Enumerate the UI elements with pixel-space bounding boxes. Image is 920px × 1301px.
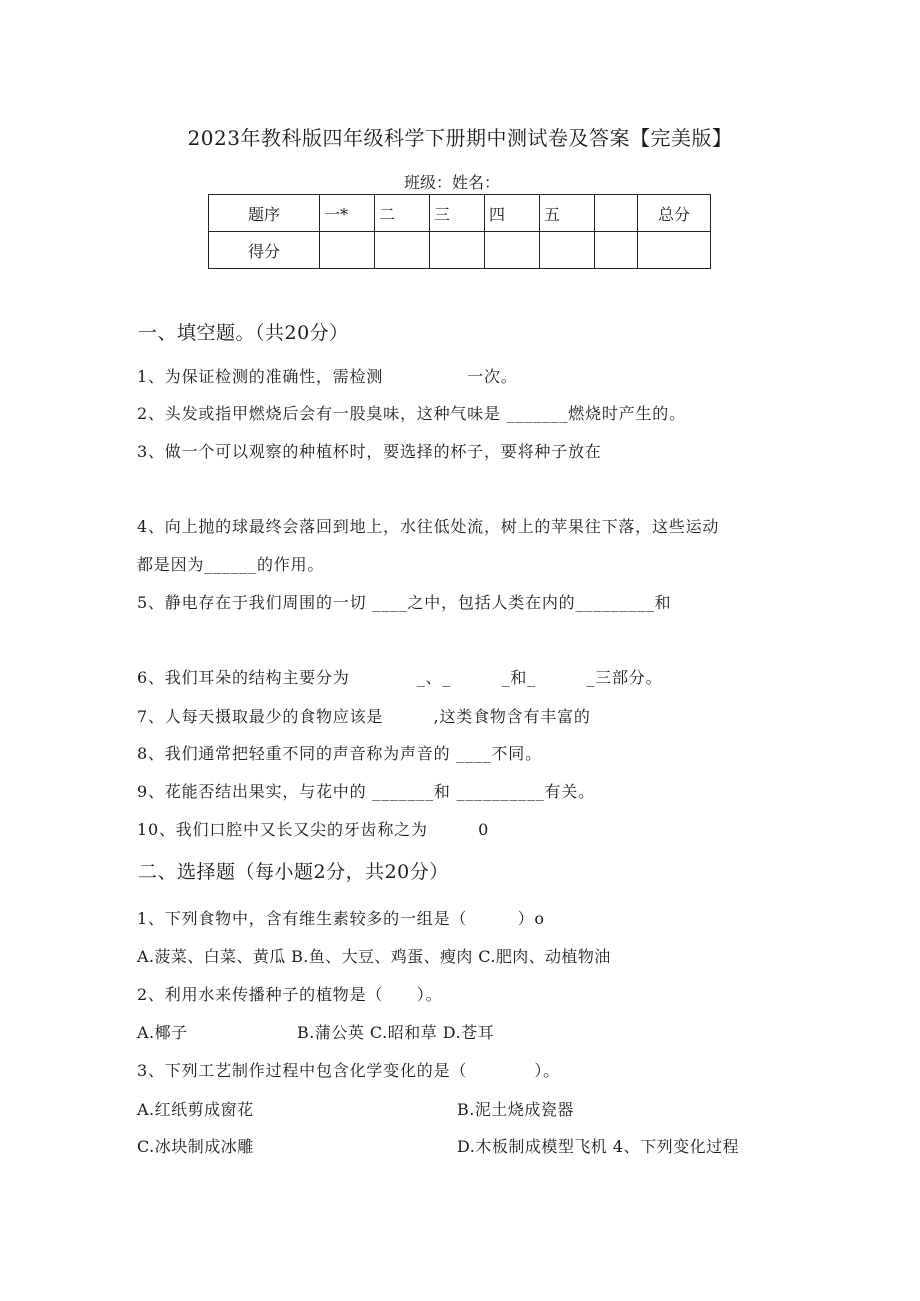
score-cell-input	[320, 232, 375, 269]
question-text: 6、我们耳朵的结构主要分为 _、_ _和_ _三部分。	[137, 668, 663, 687]
score-cell-q4: 四	[485, 195, 540, 232]
score-table-score-row	[209, 232, 711, 269]
section-title-choice: 二、选择题（每小题2分，共20分）	[138, 861, 449, 883]
score-cell-input	[638, 232, 711, 269]
score-cell-q1: 一*	[320, 195, 375, 232]
score-cell-input	[595, 232, 638, 269]
question-text: 4、向上抛的球最终会落回到地上，水往低处流，树上的苹果往下落，这些运动	[137, 517, 720, 536]
score-cell-q2: 二	[375, 195, 430, 232]
score-cell-label: 题序	[209, 195, 320, 232]
score-table	[208, 194, 711, 269]
question-text: 8、我们通常把轻重不同的声音称为声音的 ____不同。	[137, 744, 542, 763]
score-table-header-row	[209, 195, 711, 232]
question-text: 9、花能否结出果实，与花中的 _______和 __________有关。	[137, 782, 595, 801]
question-text: 3、下列工艺制作过程中包含化学变化的是（ ）。	[137, 1061, 560, 1080]
question-text: 10、我们口腔中又长又尖的牙齿称之为 0	[137, 820, 490, 839]
score-cell-q3: 三	[430, 195, 485, 232]
option-b: B.泥土烧成瓷器	[457, 1100, 574, 1119]
page-title: 2023年教科版四年级科学下册期中测试卷及答案【完美版】	[187, 126, 733, 150]
question-text: 5、静电存在于我们周围的一切 ____之中，包括人类在内的_________和	[137, 593, 672, 612]
option-a: A.椰子	[137, 1023, 188, 1042]
question-options: A.菠菜、白菜、黄瓜 B.鱼、大豆、鸡蛋、瘦肉 C.肥肉、动植物油	[137, 947, 611, 966]
option-c: C.冰块制成冰雕	[137, 1137, 254, 1156]
question-text: 7、人每天摄取最少的食物应该是 ,这类食物含有丰富的	[137, 707, 591, 726]
score-cell-blank	[595, 195, 638, 232]
score-cell-input	[540, 232, 595, 269]
score-cell-q5: 五	[540, 195, 595, 232]
question-text: 2、利用水来传播种子的植物是（ ）。	[137, 985, 443, 1004]
section-title-fill-in: 一、填空题。（共20分）	[138, 322, 349, 344]
score-cell-label: 得分	[209, 232, 320, 269]
question-text: 都是因为______的作用。	[137, 555, 325, 574]
class-name-label: 班级：姓名：	[404, 173, 501, 192]
question-text: 1、为保证检测的准确性，需检测 一次。	[137, 367, 518, 386]
score-cell-total: 总分	[638, 195, 711, 232]
question-text: 1、下列食物中，含有维生素较多的一组是（ ）o	[137, 909, 545, 928]
question-text: 2、头发或指甲燃烧后会有一股臭味，这种气味是 _______燃烧时产生的。	[137, 404, 686, 423]
score-cell-input	[485, 232, 540, 269]
option-d: D.木板制成模型飞机 4、下列变化过程	[457, 1137, 740, 1156]
score-cell-input	[430, 232, 485, 269]
score-cell-input	[375, 232, 430, 269]
option-a: A.红纸剪成窗花	[137, 1100, 254, 1119]
question-text: 3、做一个可以观察的种植杯时，要选择的杯子，要将种子放在	[137, 442, 602, 461]
options-b-d: B.蒲公英 C.昭和草 D.苍耳	[297, 1023, 495, 1042]
